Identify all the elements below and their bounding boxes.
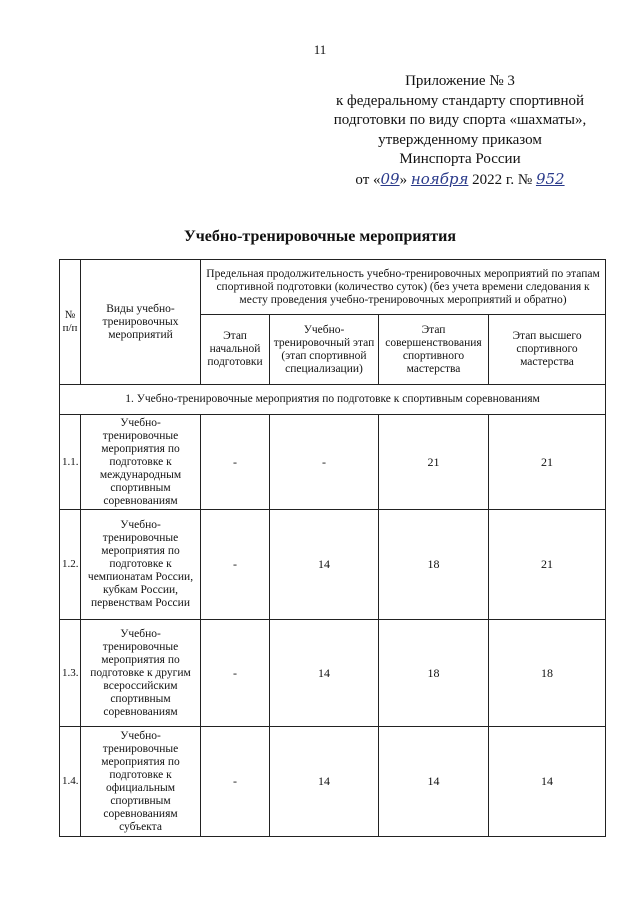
header-stage: Этап совершенствования спортивного мастерства bbox=[379, 315, 489, 385]
section-title: 1. Учебно-тренировочные мероприятия по подготовке к спортивным соревнованиям bbox=[60, 385, 606, 415]
row-kind: Учебно-тренировочные мероприятия по подготовке к международным спортивным соревнованиям bbox=[81, 415, 201, 510]
row-value: - bbox=[201, 727, 270, 837]
row-value: 21 bbox=[379, 415, 489, 510]
appendix-line: утвержденному приказом bbox=[378, 131, 542, 148]
events-table bbox=[59, 259, 606, 837]
header-stage: Этап высшего спортивного мастерства bbox=[489, 315, 606, 385]
row-value: 21 bbox=[489, 510, 606, 620]
handwritten-day: 09 bbox=[380, 169, 400, 188]
row-num: 1.3. bbox=[60, 620, 81, 727]
row-value: 14 bbox=[489, 727, 606, 837]
table-row bbox=[60, 415, 606, 510]
row-num: 1.1. bbox=[60, 415, 81, 510]
section-row bbox=[60, 385, 606, 415]
date-mid: » bbox=[399, 171, 408, 188]
header-duration: Предельная продолжительность учебно-тренировочных мероприятий по этапам спортивной подготовки (количество суток) (без учета времени следования к месту проведения учебно-тренировочных мероприятий и обратно) bbox=[201, 260, 606, 315]
header-stage: Учебно-тренировочный этап (этап спортивной специализации) bbox=[270, 315, 379, 385]
row-kind: Учебно-тренировочные мероприятия по подготовке к чемпионатам России, кубкам России, первенствам России bbox=[81, 510, 201, 620]
row-value: - bbox=[201, 510, 270, 620]
appendix-header bbox=[310, 72, 610, 190]
appendix-line: Минспорта России bbox=[399, 151, 521, 167]
appendix-line: к федеральному стандарту спортивной bbox=[335, 92, 585, 109]
row-kind: Учебно-тренировочные мероприятия по подготовке к официальным спортивным соревнованиям субъекта bbox=[81, 727, 201, 837]
handwritten-month: ноября bbox=[410, 169, 469, 188]
appendix-line: подготовки по виду спорта «шахматы», bbox=[333, 112, 587, 128]
table-row bbox=[60, 727, 606, 837]
row-value: - bbox=[201, 620, 270, 727]
header-num: № п/п bbox=[60, 260, 81, 385]
table-row bbox=[60, 620, 606, 727]
appendix-line: Приложение № 3 bbox=[405, 73, 515, 89]
document-title: Учебно-тренировочные мероприятия bbox=[184, 228, 456, 245]
page-number: 11 bbox=[313, 42, 327, 57]
date-year: 2022 г. № bbox=[472, 171, 533, 188]
row-value: - bbox=[201, 415, 270, 510]
row-value: 21 bbox=[489, 415, 606, 510]
handwritten-order-number: 952 bbox=[535, 169, 565, 188]
row-value: 18 bbox=[489, 620, 606, 727]
row-value: 14 bbox=[379, 727, 489, 837]
order-date-line bbox=[310, 170, 610, 191]
header-stage: Этап начальной подготовки bbox=[201, 315, 270, 385]
header-kind: Виды учебно-тренировочных мероприятий bbox=[81, 260, 201, 385]
row-kind: Учебно-тренировочные мероприятия по подготовке к другим всероссийским спортивным соревнованиям bbox=[81, 620, 201, 727]
row-num: 1.2. bbox=[60, 510, 81, 620]
table-row bbox=[60, 510, 606, 620]
row-value: - bbox=[270, 415, 379, 510]
row-value: 18 bbox=[379, 510, 489, 620]
row-value: 14 bbox=[270, 510, 379, 620]
row-value: 14 bbox=[270, 620, 379, 727]
row-value: 14 bbox=[270, 727, 379, 837]
header-row bbox=[60, 260, 606, 315]
row-value: 18 bbox=[379, 620, 489, 727]
date-prefix: от « bbox=[355, 171, 381, 188]
row-num: 1.4. bbox=[60, 727, 81, 837]
